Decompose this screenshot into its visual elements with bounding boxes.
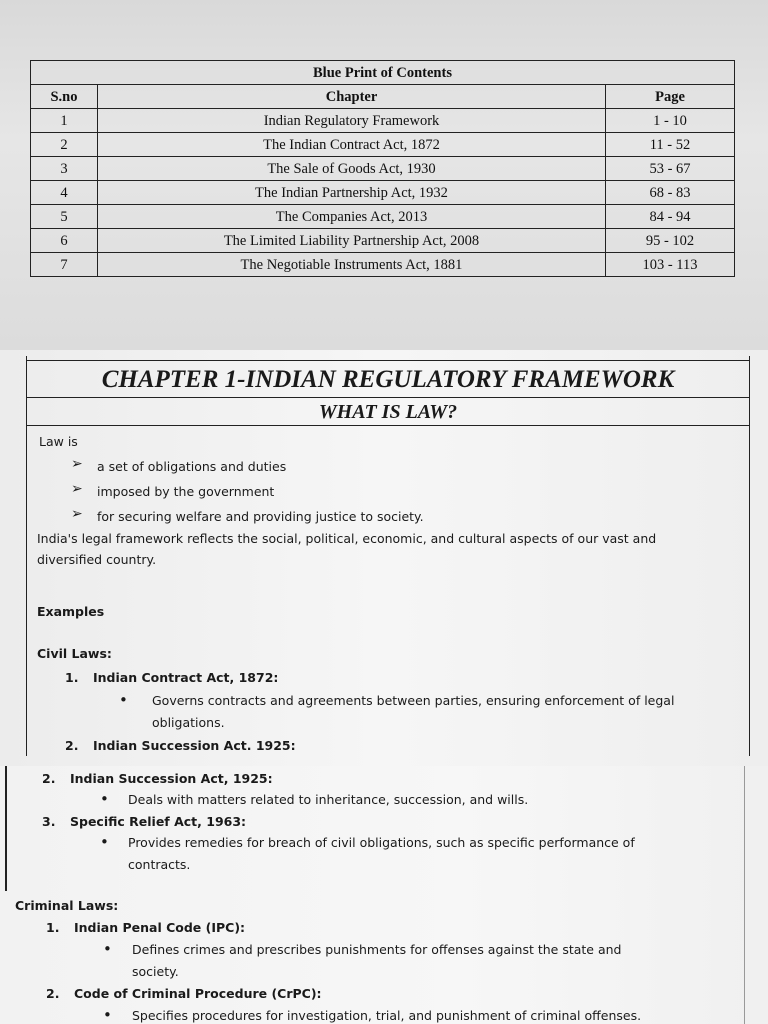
sno-header: S.no (31, 85, 98, 109)
chapter-subtitle: WHAT IS LAW? (27, 397, 749, 426)
chapter-page (0, 350, 768, 766)
page-cell: 95 - 102 (606, 229, 735, 253)
list-item-title: Code of Criminal Procedure (CrPC): (74, 986, 322, 1001)
chapter-header: Chapter (98, 85, 606, 109)
bullet-dot-icon: • (100, 790, 109, 808)
table-row (31, 109, 735, 133)
list-item-title: Specific Relief Act, 1963: (70, 814, 247, 829)
chapter-cell: The Indian Contract Act, 1872 (98, 133, 606, 157)
table-row (31, 229, 735, 253)
sno-cell: 1 (31, 109, 98, 133)
list-item-desc: society. (132, 964, 179, 979)
chapter-cell: Indian Regulatory Framework (98, 109, 606, 133)
bullet-text: imposed by the government (97, 484, 275, 499)
criminal-laws-heading: Criminal Laws: (15, 898, 119, 913)
table-row (31, 253, 735, 277)
arrow-bullet-icon: ➢ (71, 456, 83, 472)
sno-cell: 3 (31, 157, 98, 181)
bullet-dot-icon: • (103, 1006, 112, 1024)
page-cell: 68 - 83 (606, 181, 735, 205)
chapter-cell: The Companies Act, 2013 (98, 205, 606, 229)
sno-cell: 6 (31, 229, 98, 253)
list-item-desc: obligations. (152, 715, 225, 730)
civil-laws-heading: Civil Laws: (37, 646, 112, 661)
list-item-desc: Provides remedies for breach of civil obligations, such as specific performance of (128, 835, 635, 850)
bullet-dot-icon: • (119, 691, 128, 709)
contents-title: Blue Print of Contents (31, 61, 735, 85)
bullet-dot-icon: • (100, 833, 109, 851)
list-number: 2. (65, 738, 79, 753)
list-item-desc: contracts. (128, 857, 191, 872)
list-number: 2. (46, 986, 60, 1001)
page-cell: 103 - 113 (606, 253, 735, 277)
continuation-page (0, 766, 768, 1024)
page-cell: 11 - 52 (606, 133, 735, 157)
chapter-cell: The Limited Liability Partnership Act, 2008 (98, 229, 606, 253)
page-cell: 53 - 67 (606, 157, 735, 181)
list-item-title: Indian Contract Act, 1872: (93, 670, 279, 685)
page-cell: 1 - 10 (606, 109, 735, 133)
table-row (31, 157, 735, 181)
list-item-title: Indian Succession Act. 1925: (93, 738, 296, 753)
arrow-bullet-icon: ➢ (71, 506, 83, 522)
list-item-title: Indian Succession Act, 1925: (70, 771, 273, 786)
chapter-cell: The Sale of Goods Act, 1930 (98, 157, 606, 181)
paragraph-line: India's legal framework reflects the social, political, economic, and cultural aspects of our vast and (37, 531, 657, 546)
bullet-text: a set of obligations and duties (97, 459, 287, 474)
chapter-title: CHAPTER 1-INDIAN REGULATORY FRAMEWORK (27, 360, 749, 398)
paragraph-line: diversified country. (37, 552, 157, 567)
list-item-title: Indian Penal Code (IPC): (74, 920, 246, 935)
list-item-desc: Defines crimes and prescribes punishments for offenses against the state and (132, 942, 622, 957)
table-row (31, 133, 735, 157)
list-number: 1. (65, 670, 79, 685)
contents-table (30, 60, 735, 277)
list-number: 1. (46, 920, 60, 935)
page-border (5, 766, 7, 891)
sno-cell: 2 (31, 133, 98, 157)
sno-cell: 5 (31, 205, 98, 229)
list-number: 2. (42, 771, 56, 786)
chapter-cell: The Indian Partnership Act, 1932 (98, 181, 606, 205)
sno-cell: 4 (31, 181, 98, 205)
arrow-bullet-icon: ➢ (71, 481, 83, 497)
bullet-text: for securing welfare and providing justice to society. (97, 509, 424, 524)
intro-text: Law is (39, 434, 78, 449)
list-item-desc: Specifies procedures for investigation, trial, and punishment of criminal offenses. (132, 1008, 642, 1023)
chapter-frame (26, 356, 750, 756)
table-row (31, 205, 735, 229)
contents-page (0, 0, 768, 350)
list-item-desc: Deals with matters related to inheritance, succession, and wills. (128, 792, 529, 807)
table-row (31, 181, 735, 205)
examples-heading: Examples (37, 604, 105, 619)
sno-cell: 7 (31, 253, 98, 277)
list-number: 3. (42, 814, 56, 829)
page-border (744, 766, 745, 1024)
chapter-cell: The Negotiable Instruments Act, 1881 (98, 253, 606, 277)
list-item-desc: Governs contracts and agreements between parties, ensuring enforcement of legal (152, 693, 675, 708)
page-header: Page (606, 85, 735, 109)
bullet-dot-icon: • (103, 940, 112, 958)
page-cell: 84 - 94 (606, 205, 735, 229)
